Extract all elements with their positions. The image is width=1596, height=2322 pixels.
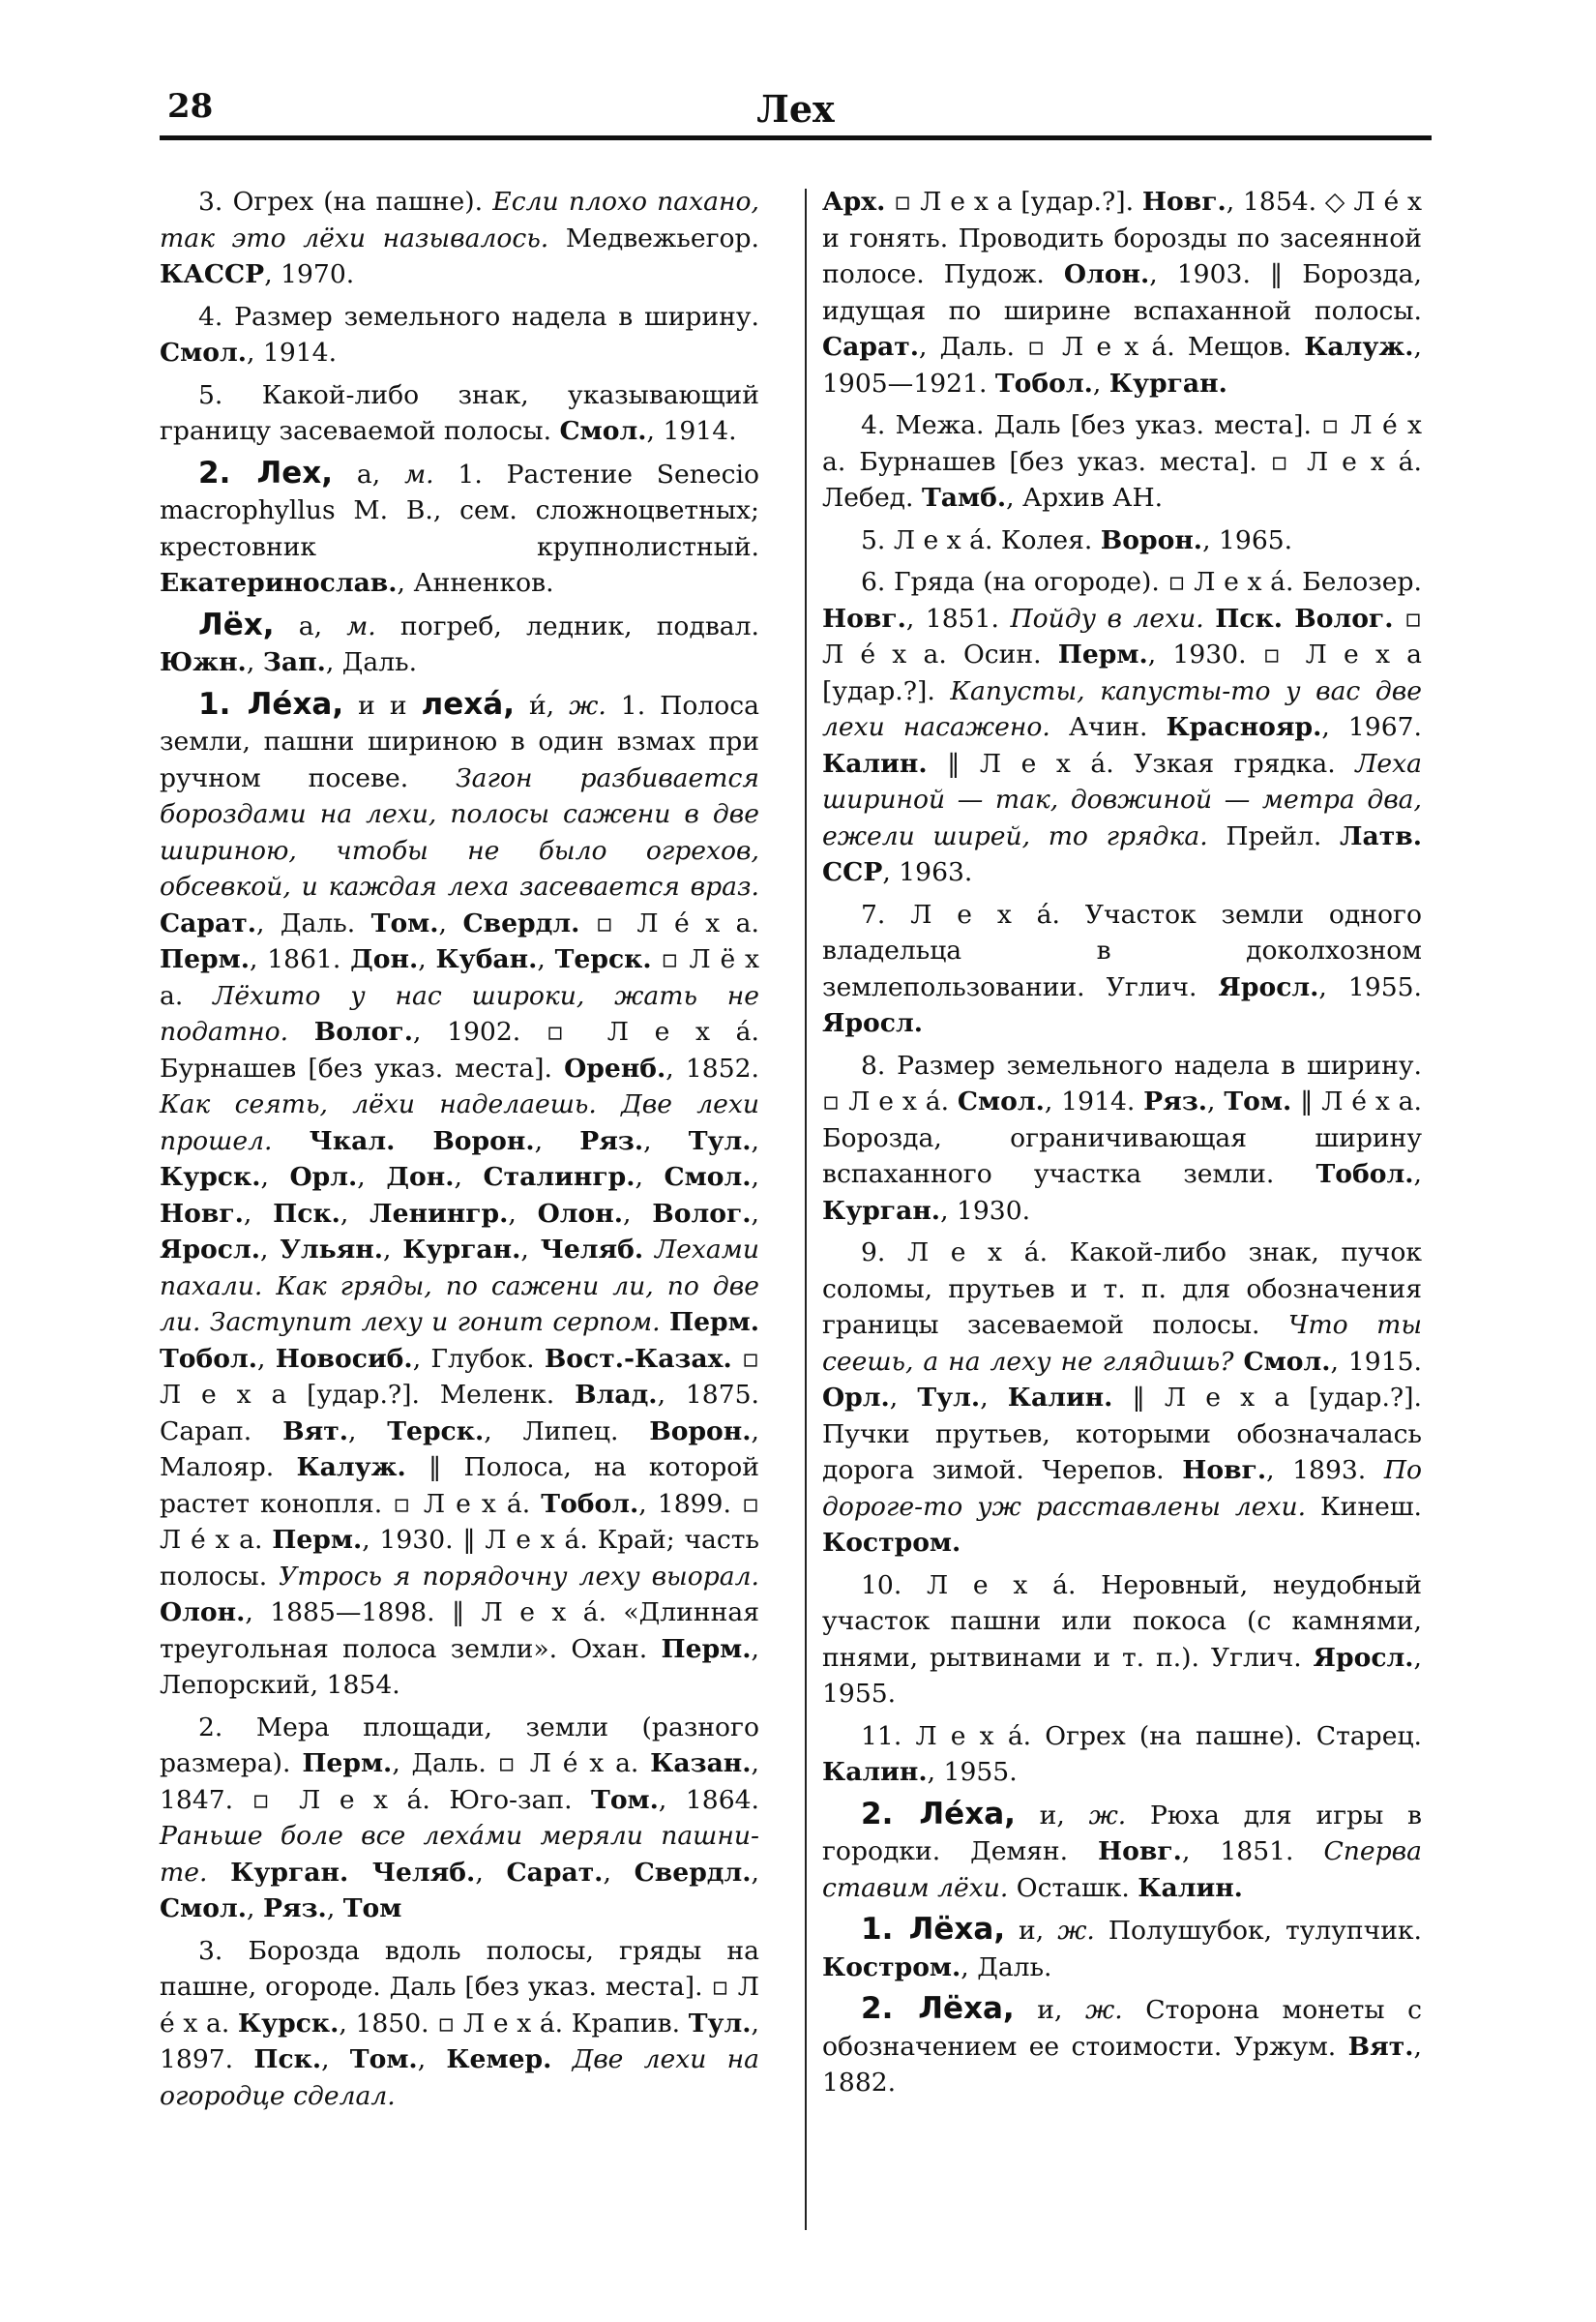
example-text: Загон разбивается бороздами на лехи, полосы сажени в две шириною, чтобы не было огрехов, обсевкой, и каждая леха засевается враз. [160,762,759,902]
entry-text: , [603,1857,635,1888]
dictionary-entry [822,1718,1422,1791]
entry-text: 4. Межа. Даль [без указ. места]. ▫ Л é х а. Бурнашев [без указ. места]. ▫ Л е х á. Лебед. [822,410,1422,513]
entry-text: , 1902. ▫ Л е х á. Бурнашев [без указ. места]. [160,1017,759,1084]
entry-text: а, [274,610,347,641]
entry-text: , 1851. [1181,1836,1324,1866]
entry-text: , [643,1125,689,1156]
entry-text: 2. Мера площади, земли (разного размера). [160,1712,759,1778]
region-label: Том. [349,2044,418,2074]
region-label: Олон. [160,1597,246,1627]
region-label: Свердл. [462,908,580,938]
entry-text: погреб, ледник, подвал. [375,610,759,641]
region-label: Вят. [1347,2031,1414,2062]
dictionary-entry [160,377,759,450]
region-label: Том. [370,908,439,938]
entry-text: , Даль. [325,647,418,677]
entry-text: , 1854. ◇ Л é х и гонять. Проводить борозды по засеянной полосе. Пудож. [822,187,1423,289]
region-label: Ульян. [280,1235,384,1265]
entry-text: , 1967. [1321,712,1422,742]
entry-text: , 1963. [882,857,973,887]
entry-text: , Глубок. [412,1343,545,1374]
region-label: Курган. [402,1235,521,1265]
region-label: Тобол. [1315,1159,1414,1189]
region-label: Ряз. [1143,1087,1208,1116]
region-label: Сарат. [822,332,919,362]
entry-text: , [454,1162,484,1192]
entry-text: , 1965. [1202,524,1293,555]
region-label: Краснояр. [1166,712,1322,742]
entry-text: ▫ Л е х а [удар.?]. Меленк. [160,1343,759,1410]
entry-text [207,1858,230,1888]
entry-text: , [623,1198,653,1229]
dictionary-entry [822,522,1422,559]
entry-text: , [751,1198,759,1229]
entry-text: 7. Л е х á. Участок земли одного владельца в доколхозном землепользовании. Углич. [822,899,1422,1002]
entry-text: 5. Какой-либо знак, указывающий границу засеваемой полосы. [160,379,759,446]
entry-text: и, [1014,1995,1086,2025]
region-label: Тул. [688,1125,752,1156]
region-label: Сталингр. [483,1162,635,1192]
entry-text: , 1930. ▫ Л е х а [удар.?]. [822,640,1422,706]
entry-text: , [751,1857,759,1888]
example-text: Лехами пахали. Как гряды, по сажени ли, по две ли. Заступит леху и гонит серпом. [160,1235,759,1337]
entry-text: 4. Размер земельного надела в ширину. [198,301,759,332]
region-label: Курск. [160,1162,261,1192]
entry-text: ▫ Л é х а. Осин. [822,603,1422,670]
dictionary-entry [822,407,1422,517]
entry-text: , [257,1343,276,1374]
entry-text: 1. Полоса земли, пашни шириною в один взмах при ручном посеве. [160,690,760,793]
entry-text: ‖ Полоса, на которой растет конопля. ▫ Л е х á. [160,1452,759,1519]
entry-text: , Даль. [255,908,371,938]
column-divider [805,189,807,2230]
entry-text: ▫ Л е х а [удар.?]. [885,187,1142,217]
region-label: Пск. [273,1198,340,1229]
example-text: Утрось я порядочну леху выорал. [279,1561,759,1592]
example-text: ж. [569,690,606,721]
example-text: м. [404,459,434,490]
region-label: Перм. [160,944,250,974]
example-text: Леха шириной — так, довжиной — метра два, ежели ширей, то грядка. [822,748,1422,851]
example-text: Если плохо пахано, так это лёхи называлось. [160,187,759,253]
entry-text: , [321,2044,350,2074]
region-label: Смол. [957,1087,1045,1116]
entry-text: , [340,1198,370,1229]
region-label: Пск. [253,2044,322,2074]
entry-text: , 1875. Сарап. [160,1380,759,1446]
entry-text: , [751,1162,759,1192]
region-label: Калин. [822,748,928,779]
dictionary-entry [822,1912,1422,1985]
region-label: Яросл. [160,1235,260,1265]
entry-text: , [1207,1087,1225,1116]
region-label: Яросл. [822,1008,923,1038]
region-label: Калуж. [296,1452,406,1482]
region-label: Орл. [822,1383,890,1413]
region-label: Терск. [387,1415,485,1446]
region-label: Новг. [822,603,906,634]
entry-text: , [383,1235,403,1265]
region-label: Смол. [664,1162,752,1192]
region-label: Кубан. [435,944,538,974]
region-label: Тул. [688,2008,752,2039]
dictionary-entry [822,1797,1422,1907]
example-text: Сперва ставим лёхи. [822,1836,1423,1903]
region-label: Свердл. [634,1857,752,1888]
region-label: Калин. [1007,1383,1113,1413]
example-text: По дороге-то уж расставлены лехи. [822,1455,1423,1522]
entry-text: , 1852. [665,1053,760,1084]
entry-text: , 1955. [1318,971,1422,1002]
entry-text: Ачин. [1049,712,1167,742]
region-label: Новг. [1141,187,1227,217]
entry-text: , 1955. [822,1642,1422,1709]
example-text: ж. [1088,1800,1127,1831]
region-label: Ленингр. [369,1198,509,1229]
dictionary-entry [160,299,759,372]
region-label: Дон. [386,1162,455,1192]
example-text: ж. [1057,1916,1095,1946]
entry-text: ▫ Л é х а. [579,908,759,938]
region-label: КАССР [160,259,265,289]
entry-text: , [508,1198,538,1229]
example-text: Две лехи на огородце сделал. [160,2044,759,2111]
entry-text: , 1955. [927,1757,1018,1787]
headword: леха́, [421,686,515,722]
entry-text: , [247,1893,263,1923]
header-rule [160,135,1432,140]
dictionary-entry [822,184,1422,402]
entry-text: , 1850. ▫ Л е х á. Крапив. [339,2008,689,2039]
region-label: Курган. Челяб. [230,1857,476,1888]
entry-text: и́, [514,690,570,721]
entry-text: ▫ Л ё х а. [160,944,759,1011]
entry-text: , 1864. [658,1784,759,1815]
region-label: Чкал. Ворон. [309,1125,535,1156]
entry-text: , [246,647,263,677]
region-label: Зап. [262,647,326,677]
region-label: Том. [1224,1087,1292,1116]
dictionary-entry [822,564,1422,891]
region-label: Ряз. [579,1125,644,1156]
region-label: Новг. [1182,1455,1267,1485]
region-label: Тамб. [921,483,1007,513]
entry-text: , 1970. [264,259,355,289]
region-label: Олон. [537,1198,624,1229]
entry-text: , [520,1235,541,1265]
entry-text: 6. Гряда (на огороде). ▫ Л е х á. Белозер. [861,567,1422,597]
region-label: Оренб. [564,1053,666,1084]
region-label: Челяб. [540,1235,644,1265]
region-label: Латв. ССР [822,820,1422,887]
headword: 1. Лéха, [198,686,344,722]
region-label: Олон. [1063,259,1150,289]
entry-text: , [1413,1159,1422,1189]
entry-text: Прейл. [1207,820,1341,851]
region-label: Курск. [237,2008,340,2039]
dictionary-entry [160,184,759,293]
region-label: Смол. [559,416,647,446]
entry-text [288,1017,314,1047]
region-label: Дон. [350,944,419,974]
example-text: Пойду в лехи. [1010,603,1204,634]
entry-text: , 1885—1898. ‖ Л е х á. «Длинная треугольная полоса земли». Охан. [160,1597,759,1664]
entry-text [1204,604,1215,634]
entry-text: и, [1005,1916,1058,1946]
entry-text: , [635,1162,665,1192]
dictionary-entry [160,687,759,1704]
region-label: Казан. [650,1748,752,1778]
entry-text: , 1847. ▫ Л е х á. Юго-зап. [160,1748,759,1815]
region-label: Ряз. [262,1893,327,1923]
entry-text: , [1092,368,1109,399]
example-text: Что ты сеешь, а на леху не глядишь? [822,1310,1422,1377]
entry-text: , 1861. [250,944,351,974]
dictionary-entry [822,1991,1422,2101]
region-label: Тул. [917,1383,981,1413]
region-label: Перм. [302,1748,393,1778]
region-label: Калин. [822,1757,928,1787]
entry-text: Рюха для игры в городки. Демян. [822,1800,1423,1866]
region-label: Яросл. [1313,1642,1414,1673]
region-label: Калин. [1138,1872,1243,1903]
entry-text: , 1882. [822,2031,1422,2098]
region-label: Яросл. [1218,971,1319,1002]
entry-text: , Липец. [484,1415,650,1446]
entry-text: 3. Борозда вдоль полосы, гряды на пашне, огороде. Даль [без указ. места]. ▫ Л é х а. [160,1935,759,2039]
region-label: Влад. [575,1380,658,1410]
entry-text: и и [343,690,422,721]
region-label: Смол. [160,338,248,368]
entry-text [643,1235,655,1265]
example-text: м. [346,610,376,641]
entry-text: , [889,1383,918,1413]
entry-text: и, [1015,1800,1089,1831]
entry-text: , [243,1198,274,1229]
region-label: Пск. Волог. [1215,603,1394,634]
entry-text: , 1930. [940,1195,1031,1226]
region-label: Том. [591,1784,659,1815]
region-label: Костром. [822,1528,961,1558]
region-label: Южн. [160,647,247,677]
region-label: Ворон. [1100,524,1203,555]
region-label: Арх. [822,187,886,217]
entry-text: , [751,1125,759,1156]
region-label: Кемер. [446,2044,552,2074]
region-label: Смол. [1243,1346,1331,1377]
entry-text [551,2044,572,2074]
region-label: Новосиб. [275,1343,413,1374]
entry-text: , 1897. [160,2008,760,2074]
entry-text: , Даль. [961,1951,1052,1982]
entry-text [272,1126,309,1156]
entry-text: Кинеш. [1306,1491,1423,1522]
right-column [822,184,1422,2107]
entry-text: , [534,1125,580,1156]
region-label: Костром. [822,1951,961,1982]
example-text: Лёхито у нас широки, жать не податно. [160,980,760,1047]
entry-text: , [537,944,555,974]
entry-text: , Даль. ▫ Л é х а. [392,1748,651,1778]
headword: 2. Лех, [198,455,334,491]
entry-text: , 1905—1921. [822,332,1422,399]
region-label: Новг. [1098,1836,1182,1866]
region-label: Новг. [160,1198,244,1229]
headword: 2. Лéха, [861,1796,1016,1831]
headword: Лёх, [198,607,275,642]
entry-text: 11. Л е х á. Огрех (на пашне). Старец. [861,1720,1422,1751]
entry-text [1234,1347,1244,1377]
entry-text: , [326,1893,343,1923]
entry-text: , [347,1415,388,1446]
entry-text: 3. Огрех (на пашне). [198,187,493,217]
entry-text: , Лепорский, 1854. [160,1633,759,1700]
entry-text: , Даль. ▫ Л е х á. Мещов. [918,332,1305,362]
entry-text: ‖ Л е х á. Узкая грядка. [927,748,1356,779]
entry-text: ‖ Л é х а. Борозда, ограничивающая ширину вспаханного участка земли. [822,1087,1422,1189]
entry-text: , [980,1383,1008,1413]
region-label: Перм. [661,1633,752,1664]
region-label: Курган. [822,1195,941,1226]
region-label: Волог. [652,1198,752,1229]
entry-text: , [260,1235,281,1265]
running-head: Лех [756,87,835,131]
entry-text: , 1914. [1044,1087,1144,1116]
region-label: Перм. Тобол. [160,1307,759,1374]
region-label: Калуж. [1304,332,1414,362]
region-label: Том [342,1893,402,1923]
left-column [160,184,759,2120]
region-label: Тобол. [994,368,1093,399]
entry-text: , 1915. [1330,1346,1422,1377]
entry-text: , [357,1162,387,1192]
entry-text: , Малояр. [160,1415,759,1482]
region-label: Смол. [160,1893,248,1923]
page-number: 28 [167,87,214,126]
example-text: Как сеять, лёхи наделаешь. Две лехи прошел. [160,1089,759,1156]
entry-text: , Архив АН. [1006,483,1164,513]
headword: 1. Лёха, [861,1912,1006,1947]
entry-text: , [417,2044,447,2074]
region-label: Перм. [272,1525,363,1555]
region-label: Сарат. [506,1857,604,1888]
entry-text: , 1914. [247,338,338,368]
dictionary-entry [160,456,759,602]
region-label: Курган. [1108,368,1227,399]
region-label: Вост.-Казах. [544,1343,732,1374]
dictionary-entry [160,1710,759,1927]
entry-text: 8. Размер земельного надела в ширину. ▫ Л е х á. [822,1050,1422,1116]
region-label: Тобол. [541,1488,639,1519]
dictionary-entry [160,608,759,681]
region-label: Ворон. [649,1415,752,1446]
entry-text: а, [333,459,405,490]
dictionary-entry [822,1048,1422,1230]
entry-text: , [260,1162,290,1192]
entry-text: Медвежьегор. [548,223,760,253]
entry-text: 1. Растение Senecio macrophyllus M. B., сем. сложноцветных; крестовник крупнолистный. [160,459,760,562]
entry-text: Полушубок, тулупчик. [1094,1916,1423,1946]
headword: 2. Лёха, [861,1991,1015,2026]
entry-text: 5. Л е х á. Колея. [861,524,1101,555]
dictionary-entry [822,897,1422,1042]
entry-text: , 1899. ▫ Л é х а. [160,1488,759,1555]
entry-text: , [438,908,463,938]
entry-text: , 1914. [646,416,737,446]
region-label: Вят. [282,1415,348,1446]
region-label: Перм. [1057,640,1148,670]
dictionary-entry [822,1567,1422,1712]
entry-text: , [475,1857,507,1888]
region-label: Сарат. [160,908,256,938]
region-label: Волог. [313,1017,413,1047]
region-label: Орл. [289,1162,358,1192]
dictionary-entry [822,1235,1422,1562]
entry-text: , 1893. [1266,1455,1384,1485]
region-label: Екатеринослав. [160,568,398,598]
entry-text: Осташк. [1008,1872,1138,1903]
entry-text: , Анненков. [397,568,554,598]
dictionary-entry [160,1933,759,2115]
entry-text: ‖ Л е х а [удар.?]. Пучки прутьев, которыми обозначалась дорога зимой. Черепов. [822,1383,1422,1485]
page-header [160,87,1432,135]
entry-text: Сторона монеты с обозначением ее стоимости. Уржум. [822,1995,1422,2062]
example-text: ж. [1085,1995,1123,2025]
entry-text: 10. Л е х á. Неровный, неудобный участок пашни или покоса (с камнями, пнями, рытвинами и т. п.). Углич. [822,1569,1422,1673]
entry-text: , 1903. ‖ Борозда, идущая по ширине вспаханной полосы. [822,259,1422,326]
entry-text [661,1307,669,1337]
entry-text: , [418,944,436,974]
example-text: Раньше боле все лехáми меряли пашни-те. [160,1821,759,1888]
example-text: Капусты, капусты-то у вас две лехи насажено. [822,675,1422,742]
region-label: Терск. [554,944,652,974]
entry-text: 9. Л е х á. Какой-либо знак, пучок соломы, прутьев и т. п. для обозначения границы засеваемой полосы. [822,1237,1422,1340]
entry-text: , 1851. [905,603,1011,634]
entry-text: , 1930. ‖ Л е х á. Край; часть полосы. [160,1525,759,1592]
